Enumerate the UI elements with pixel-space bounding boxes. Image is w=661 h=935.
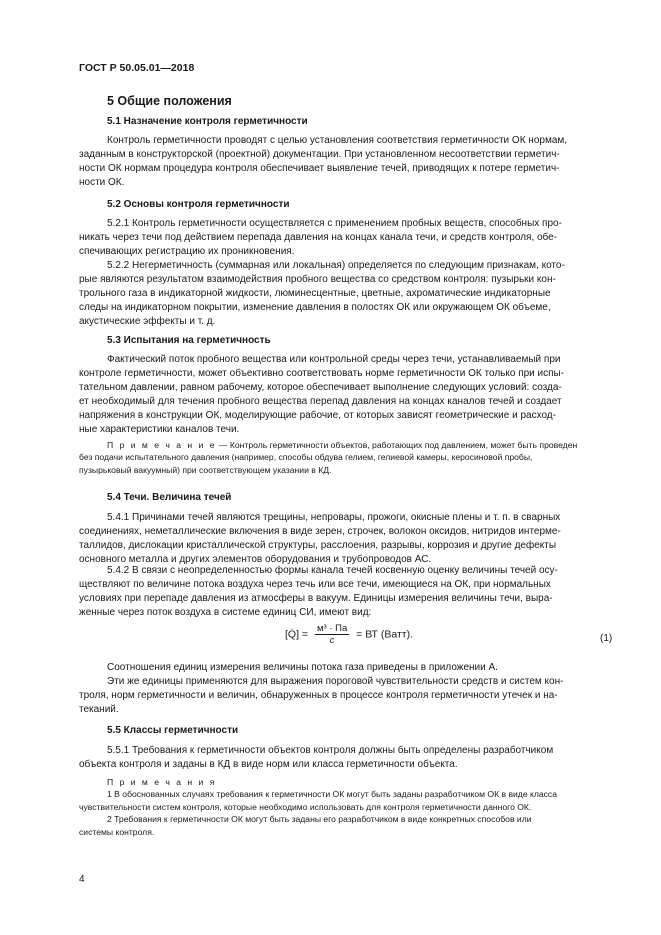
text-line: Соотношения единиц измерения величины потока газа приведены в приложении А. — [107, 662, 498, 673]
formula-1 — [285, 623, 413, 646]
text-line: условиях при перепаде давления из атмосферы в вакуум. Единицы измерения величины течи, выра- — [79, 593, 553, 604]
formula-rhs: = ВТ (Ватт). — [356, 628, 413, 641]
text-line: следы на индикаторном покрытии, изменение давления в полостях ОК или окружающем ОК объеме, — [79, 302, 551, 313]
note-line: 2 Требования к герметичности ОК могут быть заданы его разработчиком в виде конкретных способов или — [107, 814, 532, 825]
formula-fraction — [315, 623, 349, 646]
text-line: напряжения в конструкции ОК, моделирующие рабочие, от которых зависят геометрические и расход- — [79, 410, 556, 421]
document-header: ГОСТ Р 50.05.01—2018 — [79, 62, 195, 74]
notes-label: П р и м е ч а н и я — [107, 777, 217, 787]
text-line: Контроль герметичности проводят с целью установления соответствия герметичности ОК нормам, — [107, 135, 568, 146]
paragraph-5-2-2 — [79, 259, 615, 329]
text-line: ществляют по величине потока воздуха через течь или все течи, имеющиеся на ОК, при нормальных — [79, 579, 551, 590]
notes-5-5 — [79, 776, 615, 838]
note-line: без подачи испытательного давления (например, способы обдува гелием, гелиевой камеры, керосиновой пробы, — [79, 452, 533, 463]
note-line: пузырьковый вакуумный) при соответствующем указании в КД. — [79, 464, 332, 475]
subsection-title-5-2: 5.2 Основы контроля герметичности — [107, 199, 290, 210]
text-line: спечивающих регистрацию их проникновения. — [79, 246, 295, 257]
text-line: контроле герметичности, может объективно соответствовать норме герметичности ОК только при испы- — [79, 368, 565, 379]
paragraph-5-2-1 — [79, 217, 615, 259]
paragraph-5-3 — [79, 353, 615, 437]
text-line: теканий. — [79, 704, 119, 715]
note-line: 1 В обоснованных случаях требования к герметичности ОК могут быть заданы разработчиком ОК в виде класса — [107, 789, 558, 800]
text-line: объекта контроля и заданы в КД в виде норм или класса герметичности объекта. — [79, 759, 458, 770]
paragraph-5-1 — [79, 134, 615, 190]
formula-denominator: с — [329, 635, 335, 646]
subsection-title-5-4: 5.4 Течи. Величина течей — [107, 492, 232, 503]
text-line: акустические эффекты и т. д. — [79, 316, 216, 327]
paragraph-5-5-1 — [79, 744, 615, 772]
text-line: ности ОК. — [79, 177, 125, 188]
subsection-title-5-3: 5.3 Испытания на герметичность — [107, 335, 271, 346]
note-line: системы контроля. — [79, 826, 155, 837]
text-line: основного металла и других элементов оборудования и трубопроводов АС. — [79, 554, 432, 565]
text-line: 5.2.2 Негерметичность (суммарная или локальная) определяется по следующим признакам, кото- — [107, 260, 565, 271]
paragraph-5-4-1 — [79, 511, 615, 567]
text-line: ности ОК нормам процедура контроля обеспечивает выявление течей, приводящих к потере герметич- — [79, 163, 560, 174]
text-line: ные характеристики каналов течи. — [79, 424, 240, 435]
text-line: таллидов, дислокации кристаллической структуры, расслоения, разрывы, коррозия и другие дефекты — [79, 540, 557, 551]
formula-numerator: м³ · Па — [316, 623, 348, 634]
paragraph-5-4-3 — [79, 661, 615, 675]
text-line: 5.5.1 Требования к герметичности объектов контроля должны быть определены разработчиком — [107, 745, 554, 756]
text-line: Эти же единицы применяются для выражения пороговой чувствительности средств и систем кон- — [107, 676, 564, 687]
subsection-title-5-5: 5.5 Классы герметичности — [107, 725, 239, 736]
text-line: троля, норм герметичности и величин, обнаруженных в процессе контроля герметичности утечек и на- — [79, 690, 558, 701]
note-line — [79, 439, 615, 451]
note-line: чувствительности систем контроля, которые необходимо использовать для контроля герметичности данного ОК. — [79, 801, 532, 812]
formula-lhs: [Q̇] = — [285, 628, 309, 641]
text-line: рые являются результатом взаимодействия пробного вещества со средством контроля: пузырьки кон- — [79, 274, 556, 285]
text-line: заданным в конструкторской (проектной) документации. При установленном несоответствии герметич- — [79, 149, 560, 160]
text-line: 5.4.2 В связи с неопределенностью формы канала течей косвенную оценку величины течей осу- — [107, 565, 558, 576]
paragraph-5-4-4 — [79, 675, 615, 717]
text-line: 5.2.1 Контроль герметичности осуществляется с применением пробных веществ, способных про- — [107, 218, 562, 229]
section-title: 5 Общие положения — [107, 94, 232, 108]
text-line: никать через течи под действием перепада давления на концах канала течи, и средств контроля, обе- — [79, 232, 558, 243]
text-line: Фактический поток пробного вещества или контрольной среды через течи, устанавливаемый при — [107, 354, 561, 365]
text-line: трольного газа в индикаторной жидкости, люминесцентные, цветные, ахроматические индикаторные — [79, 288, 551, 299]
note-text: — Контроль герметичности объектов, работающих под давлением, может быть проведен — [216, 440, 578, 450]
note-5-3 — [79, 439, 615, 476]
note-label: П р и м е ч а н и е — [107, 440, 217, 450]
text-line: женные через поток воздуха в системе единиц СИ, имеют вид: — [79, 607, 372, 618]
text-line: соединениях, неметаллические включения в виде зерен, строчек, волокон оксидов, нитридов интерме- — [79, 526, 561, 537]
page-number: 4 — [79, 874, 85, 885]
text-line: тательном давлении, равном рабочему, которое обеспечивает выполнение следующих условий: созда- — [79, 382, 562, 393]
subsection-title-5-1: 5.1 Назначение контроля герметичности — [107, 116, 308, 127]
text-line: 5.4.1 Причинами течей являются трещины, непровары, прожоги, окисные плены и т. п. в сварных — [107, 512, 561, 523]
formula-number: (1) — [600, 633, 613, 644]
text-line: ет необходимый для течения пробного вещества перепад давления на концах каналов течей и создает — [79, 396, 562, 407]
paragraph-5-4-2 — [79, 564, 615, 620]
